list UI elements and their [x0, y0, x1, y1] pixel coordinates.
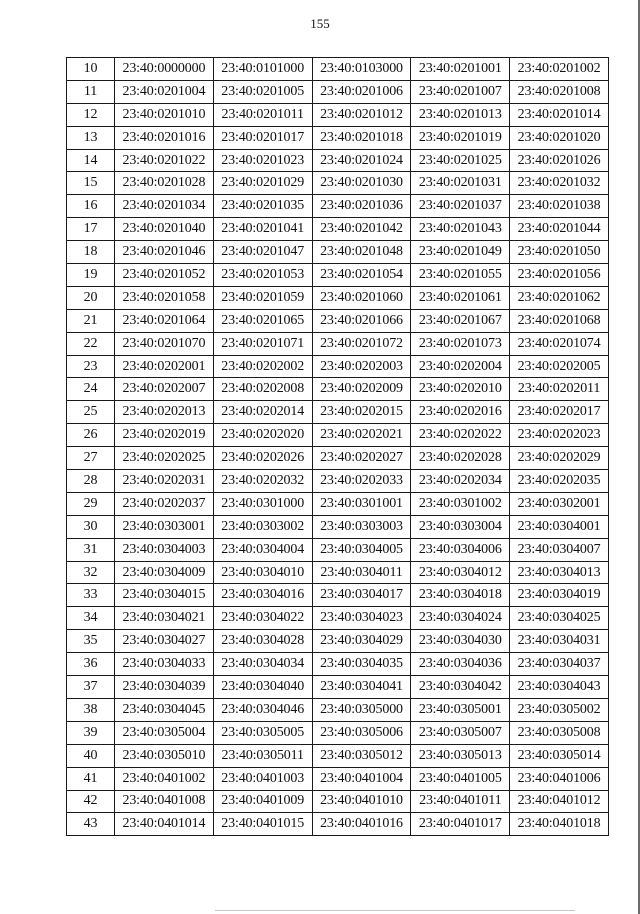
cadastral-number-cell: 23:40:0304035	[312, 653, 411, 676]
table-row	[67, 355, 609, 378]
table-row	[67, 767, 609, 790]
cadastral-number-cell: 23:40:0304027	[115, 630, 214, 653]
cadastral-number-cell: 23:40:0202035	[510, 470, 609, 493]
cadastral-number-cell: 23:40:0201072	[312, 332, 411, 355]
cadastral-number-table	[66, 57, 609, 836]
table-row	[67, 309, 609, 332]
cadastral-number-cell: 23:40:0201060	[312, 286, 411, 309]
table-row	[67, 401, 609, 424]
cadastral-number-cell: 23:40:0201007	[411, 80, 510, 103]
cadastral-number-cell: 23:40:0304015	[115, 584, 214, 607]
cadastral-number-cell: 23:40:0304017	[312, 584, 411, 607]
cadastral-number-cell: 23:40:0401015	[213, 813, 312, 836]
cadastral-number-cell: 23:40:0304031	[510, 630, 609, 653]
cadastral-number-cell: 23:40:0304037	[510, 653, 609, 676]
cadastral-number-cell: 23:40:0202026	[213, 447, 312, 470]
cadastral-number-cell: 23:40:0305006	[312, 721, 411, 744]
table-row	[67, 561, 609, 584]
cadastral-number-cell: 23:40:0401018	[510, 813, 609, 836]
cadastral-number-cell: 23:40:0202003	[312, 355, 411, 378]
row-number-cell: 13	[67, 126, 115, 149]
cadastral-number-cell: 23:40:0201004	[115, 80, 214, 103]
table-row	[67, 378, 609, 401]
row-number-cell: 17	[67, 218, 115, 241]
cadastral-number-cell: 23:40:0201061	[411, 286, 510, 309]
cadastral-number-cell: 23:40:0401010	[312, 790, 411, 813]
cadastral-number-cell: 23:40:0401011	[411, 790, 510, 813]
cadastral-number-cell: 23:40:0202009	[312, 378, 411, 401]
table-row	[67, 470, 609, 493]
row-number-cell: 35	[67, 630, 115, 653]
table-row	[67, 584, 609, 607]
cadastral-number-cell: 23:40:0201041	[213, 218, 312, 241]
cadastral-number-cell: 23:40:0202005	[510, 355, 609, 378]
row-number-cell: 41	[67, 767, 115, 790]
cadastral-number-cell: 23:40:0201011	[213, 103, 312, 126]
cadastral-number-cell: 23:40:0305002	[510, 698, 609, 721]
table-row	[67, 698, 609, 721]
cadastral-number-cell: 23:40:0301001	[312, 492, 411, 515]
cadastral-number-cell: 23:40:0202023	[510, 424, 609, 447]
cadastral-number-cell: 23:40:0201067	[411, 309, 510, 332]
cadastral-number-cell: 23:40:0304011	[312, 561, 411, 584]
cadastral-number-cell: 23:40:0201058	[115, 286, 214, 309]
cadastral-number-cell: 23:40:0305000	[312, 698, 411, 721]
cadastral-number-cell: 23:40:0201001	[411, 58, 510, 81]
row-number-cell: 33	[67, 584, 115, 607]
cadastral-number-cell: 23:40:0304023	[312, 607, 411, 630]
row-number-cell: 18	[67, 241, 115, 264]
table-row	[67, 744, 609, 767]
cadastral-number-cell: 23:40:0401012	[510, 790, 609, 813]
row-number-cell: 39	[67, 721, 115, 744]
row-number-cell: 40	[67, 744, 115, 767]
cadastral-number-cell: 23:40:0201024	[312, 149, 411, 172]
cadastral-number-cell: 23:40:0202016	[411, 401, 510, 424]
scan-bottom-rule	[215, 910, 575, 911]
cadastral-number-cell: 23:40:0304040	[213, 676, 312, 699]
cadastral-number-cell: 23:40:0201052	[115, 264, 214, 287]
cadastral-number-cell: 23:40:0201040	[115, 218, 214, 241]
cadastral-number-cell: 23:40:0202034	[411, 470, 510, 493]
cadastral-number-cell: 23:40:0401004	[312, 767, 411, 790]
cadastral-number-cell: 23:40:0000000	[115, 58, 214, 81]
cadastral-number-cell: 23:40:0201031	[411, 172, 510, 195]
cadastral-number-cell: 23:40:0304003	[115, 538, 214, 561]
row-number-cell: 34	[67, 607, 115, 630]
cadastral-number-cell: 23:40:0304045	[115, 698, 214, 721]
table-body	[67, 58, 609, 836]
cadastral-number-cell: 23:40:0202004	[411, 355, 510, 378]
cadastral-number-cell: 23:40:0303004	[411, 515, 510, 538]
cadastral-number-cell: 23:40:0304022	[213, 607, 312, 630]
cadastral-number-cell: 23:40:0201029	[213, 172, 312, 195]
row-number-cell: 29	[67, 492, 115, 515]
cadastral-number-cell: 23:40:0202025	[115, 447, 214, 470]
cadastral-number-cell: 23:40:0202027	[312, 447, 411, 470]
cadastral-number-cell: 23:40:0201006	[312, 80, 411, 103]
row-number-cell: 12	[67, 103, 115, 126]
table-row	[67, 264, 609, 287]
cadastral-number-cell: 23:40:0304018	[411, 584, 510, 607]
cadastral-number-cell: 23:40:0304004	[213, 538, 312, 561]
cadastral-number-cell: 23:40:0202001	[115, 355, 214, 378]
cadastral-number-cell: 23:40:0305001	[411, 698, 510, 721]
cadastral-number-cell: 23:40:0201025	[411, 149, 510, 172]
cadastral-number-cell: 23:40:0304039	[115, 676, 214, 699]
cadastral-number-cell: 23:40:0201049	[411, 241, 510, 264]
cadastral-number-cell: 23:40:0401006	[510, 767, 609, 790]
cadastral-number-cell: 23:40:0303003	[312, 515, 411, 538]
cadastral-number-cell: 23:40:0202028	[411, 447, 510, 470]
row-number-cell: 23	[67, 355, 115, 378]
cadastral-number-cell: 23:40:0304042	[411, 676, 510, 699]
table-row	[67, 813, 609, 836]
cadastral-number-cell: 23:40:0305004	[115, 721, 214, 744]
cadastral-number-cell: 23:40:0201030	[312, 172, 411, 195]
cadastral-number-cell: 23:40:0201059	[213, 286, 312, 309]
cadastral-number-cell: 23:40:0103000	[312, 58, 411, 81]
cadastral-number-cell: 23:40:0202020	[213, 424, 312, 447]
cadastral-number-cell: 23:40:0304025	[510, 607, 609, 630]
cadastral-number-cell: 23:40:0304046	[213, 698, 312, 721]
cadastral-number-cell: 23:40:0305011	[213, 744, 312, 767]
table-row	[67, 676, 609, 699]
cadastral-number-cell: 23:40:0304041	[312, 676, 411, 699]
table-row	[67, 103, 609, 126]
cadastral-number-cell: 23:40:0401017	[411, 813, 510, 836]
cadastral-number-cell: 23:40:0101000	[213, 58, 312, 81]
cadastral-number-cell: 23:40:0201068	[510, 309, 609, 332]
table-row	[67, 447, 609, 470]
cadastral-number-cell: 23:40:0201036	[312, 195, 411, 218]
table-row	[67, 630, 609, 653]
cadastral-number-cell: 23:40:0201013	[411, 103, 510, 126]
cadastral-number-cell: 23:40:0305014	[510, 744, 609, 767]
row-number-cell: 22	[67, 332, 115, 355]
cadastral-number-cell: 23:40:0202019	[115, 424, 214, 447]
cadastral-number-cell: 23:40:0201048	[312, 241, 411, 264]
row-number-cell: 43	[67, 813, 115, 836]
cadastral-number-cell: 23:40:0304024	[411, 607, 510, 630]
cadastral-number-cell: 23:40:0201065	[213, 309, 312, 332]
cadastral-number-cell: 23:40:0304043	[510, 676, 609, 699]
cadastral-number-cell: 23:40:0201012	[312, 103, 411, 126]
cadastral-number-cell: 23:40:0201034	[115, 195, 214, 218]
cadastral-number-cell: 23:40:0304019	[510, 584, 609, 607]
cadastral-number-cell: 23:40:0201026	[510, 149, 609, 172]
row-number-cell: 30	[67, 515, 115, 538]
cadastral-number-cell: 23:40:0305008	[510, 721, 609, 744]
cadastral-number-cell: 23:40:0303002	[213, 515, 312, 538]
row-number-cell: 15	[67, 172, 115, 195]
cadastral-number-cell: 23:40:0304034	[213, 653, 312, 676]
cadastral-number-cell: 23:40:0201016	[115, 126, 214, 149]
table-row	[67, 424, 609, 447]
cadastral-number-cell: 23:40:0202037	[115, 492, 214, 515]
row-number-cell: 28	[67, 470, 115, 493]
cadastral-number-cell: 23:40:0201053	[213, 264, 312, 287]
table-row	[67, 721, 609, 744]
cadastral-number-cell: 23:40:0304029	[312, 630, 411, 653]
row-number-cell: 36	[67, 653, 115, 676]
cadastral-number-cell: 23:40:0201002	[510, 58, 609, 81]
row-number-cell: 37	[67, 676, 115, 699]
table-row	[67, 126, 609, 149]
cadastral-number-cell: 23:40:0201010	[115, 103, 214, 126]
cadastral-number-cell: 23:40:0301002	[411, 492, 510, 515]
cadastral-number-cell: 23:40:0304021	[115, 607, 214, 630]
cadastral-number-cell: 23:40:0304036	[411, 653, 510, 676]
cadastral-number-cell: 23:40:0201014	[510, 103, 609, 126]
row-number-cell: 10	[67, 58, 115, 81]
cadastral-number-cell: 23:40:0202010	[411, 378, 510, 401]
row-number-cell: 24	[67, 378, 115, 401]
cadastral-number-cell: 23:40:0202033	[312, 470, 411, 493]
cadastral-number-cell: 23:40:0401005	[411, 767, 510, 790]
cadastral-number-cell: 23:40:0202008	[213, 378, 312, 401]
cadastral-number-cell: 23:40:0304010	[213, 561, 312, 584]
cadastral-number-cell: 23:40:0202007	[115, 378, 214, 401]
cadastral-number-cell: 23:40:0401014	[115, 813, 214, 836]
cadastral-number-cell: 23:40:0304033	[115, 653, 214, 676]
row-number-cell: 14	[67, 149, 115, 172]
cadastral-number-cell: 23:40:0201070	[115, 332, 214, 355]
cadastral-number-cell: 23:40:0202031	[115, 470, 214, 493]
cadastral-number-cell: 23:40:0201066	[312, 309, 411, 332]
cadastral-number-cell: 23:40:0201028	[115, 172, 214, 195]
cadastral-number-cell: 23:40:0304016	[213, 584, 312, 607]
row-number-cell: 19	[67, 264, 115, 287]
cadastral-number-cell: 23:40:0202011	[510, 378, 609, 401]
cadastral-number-cell: 23:40:0201018	[312, 126, 411, 149]
table-row	[67, 607, 609, 630]
row-number-cell: 42	[67, 790, 115, 813]
table-row	[67, 286, 609, 309]
page-number: 155	[310, 16, 330, 31]
cadastral-number-cell: 23:40:0201023	[213, 149, 312, 172]
row-number-cell: 32	[67, 561, 115, 584]
table-row	[67, 790, 609, 813]
cadastral-number-cell: 23:40:0201044	[510, 218, 609, 241]
cadastral-number-cell: 23:40:0202032	[213, 470, 312, 493]
cadastral-number-cell: 23:40:0202002	[213, 355, 312, 378]
table-row	[67, 218, 609, 241]
cadastral-number-cell: 23:40:0201047	[213, 241, 312, 264]
cadastral-number-cell: 23:40:0202022	[411, 424, 510, 447]
cadastral-number-cell: 23:40:0302001	[510, 492, 609, 515]
cadastral-number-cell: 23:40:0201005	[213, 80, 312, 103]
cadastral-number-cell: 23:40:0304005	[312, 538, 411, 561]
cadastral-number-cell: 23:40:0202029	[510, 447, 609, 470]
cadastral-number-cell: 23:40:0201008	[510, 80, 609, 103]
cadastral-number-cell: 23:40:0304012	[411, 561, 510, 584]
cadastral-number-cell: 23:40:0201022	[115, 149, 214, 172]
cadastral-number-cell: 23:40:0303001	[115, 515, 214, 538]
cadastral-number-cell: 23:40:0201074	[510, 332, 609, 355]
cadastral-number-cell: 23:40:0201019	[411, 126, 510, 149]
cadastral-number-cell: 23:40:0202014	[213, 401, 312, 424]
cadastral-number-cell: 23:40:0305010	[115, 744, 214, 767]
cadastral-number-cell: 23:40:0201038	[510, 195, 609, 218]
table-row	[67, 172, 609, 195]
row-number-cell: 38	[67, 698, 115, 721]
table-row	[67, 538, 609, 561]
row-number-cell: 31	[67, 538, 115, 561]
row-number-cell: 25	[67, 401, 115, 424]
cadastral-number-cell: 23:40:0201055	[411, 264, 510, 287]
cadastral-number-cell: 23:40:0301000	[213, 492, 312, 515]
cadastral-number-cell: 23:40:0201071	[213, 332, 312, 355]
table-row	[67, 58, 609, 81]
cadastral-number-cell: 23:40:0304001	[510, 515, 609, 538]
cadastral-number-cell: 23:40:0201020	[510, 126, 609, 149]
cadastral-number-cell: 23:40:0401002	[115, 767, 214, 790]
cadastral-number-cell: 23:40:0201035	[213, 195, 312, 218]
cadastral-number-cell: 23:40:0202015	[312, 401, 411, 424]
cadastral-number-cell: 23:40:0304009	[115, 561, 214, 584]
table-row	[67, 653, 609, 676]
cadastral-number-cell: 23:40:0305007	[411, 721, 510, 744]
row-number-cell: 20	[67, 286, 115, 309]
cadastral-number-cell: 23:40:0201046	[115, 241, 214, 264]
cadastral-number-cell: 23:40:0202021	[312, 424, 411, 447]
cadastral-number-cell: 23:40:0305013	[411, 744, 510, 767]
table-row	[67, 80, 609, 103]
cadastral-number-cell: 23:40:0401009	[213, 790, 312, 813]
cadastral-number-cell: 23:40:0304013	[510, 561, 609, 584]
cadastral-number-cell: 23:40:0401008	[115, 790, 214, 813]
cadastral-number-cell: 23:40:0401016	[312, 813, 411, 836]
row-number-cell: 26	[67, 424, 115, 447]
row-number-cell: 16	[67, 195, 115, 218]
cadastral-number-cell: 23:40:0201064	[115, 309, 214, 332]
table-row	[67, 149, 609, 172]
cadastral-number-cell: 23:40:0201037	[411, 195, 510, 218]
cadastral-number-cell: 23:40:0201073	[411, 332, 510, 355]
cadastral-number-cell: 23:40:0201042	[312, 218, 411, 241]
cadastral-number-cell: 23:40:0202013	[115, 401, 214, 424]
cadastral-number-cell: 23:40:0201017	[213, 126, 312, 149]
cadastral-number-cell: 23:40:0201056	[510, 264, 609, 287]
table-row	[67, 492, 609, 515]
cadastral-number-cell: 23:40:0304007	[510, 538, 609, 561]
table-row	[67, 332, 609, 355]
row-number-cell: 21	[67, 309, 115, 332]
table-row	[67, 241, 609, 264]
row-number-cell: 11	[67, 80, 115, 103]
cadastral-number-cell: 23:40:0304028	[213, 630, 312, 653]
cadastral-number-cell: 23:40:0201043	[411, 218, 510, 241]
table-row	[67, 515, 609, 538]
cadastral-number-cell: 23:40:0201062	[510, 286, 609, 309]
row-number-cell: 27	[67, 447, 115, 470]
cadastral-number-cell: 23:40:0401003	[213, 767, 312, 790]
table-row	[67, 195, 609, 218]
cadastral-number-cell: 23:40:0304006	[411, 538, 510, 561]
cadastral-number-cell: 23:40:0304030	[411, 630, 510, 653]
cadastral-number-cell: 23:40:0201050	[510, 241, 609, 264]
cadastral-number-cell: 23:40:0202017	[510, 401, 609, 424]
cadastral-number-cell: 23:40:0201032	[510, 172, 609, 195]
cadastral-number-cell: 23:40:0305005	[213, 721, 312, 744]
cadastral-number-cell: 23:40:0305012	[312, 744, 411, 767]
cadastral-number-cell: 23:40:0201054	[312, 264, 411, 287]
